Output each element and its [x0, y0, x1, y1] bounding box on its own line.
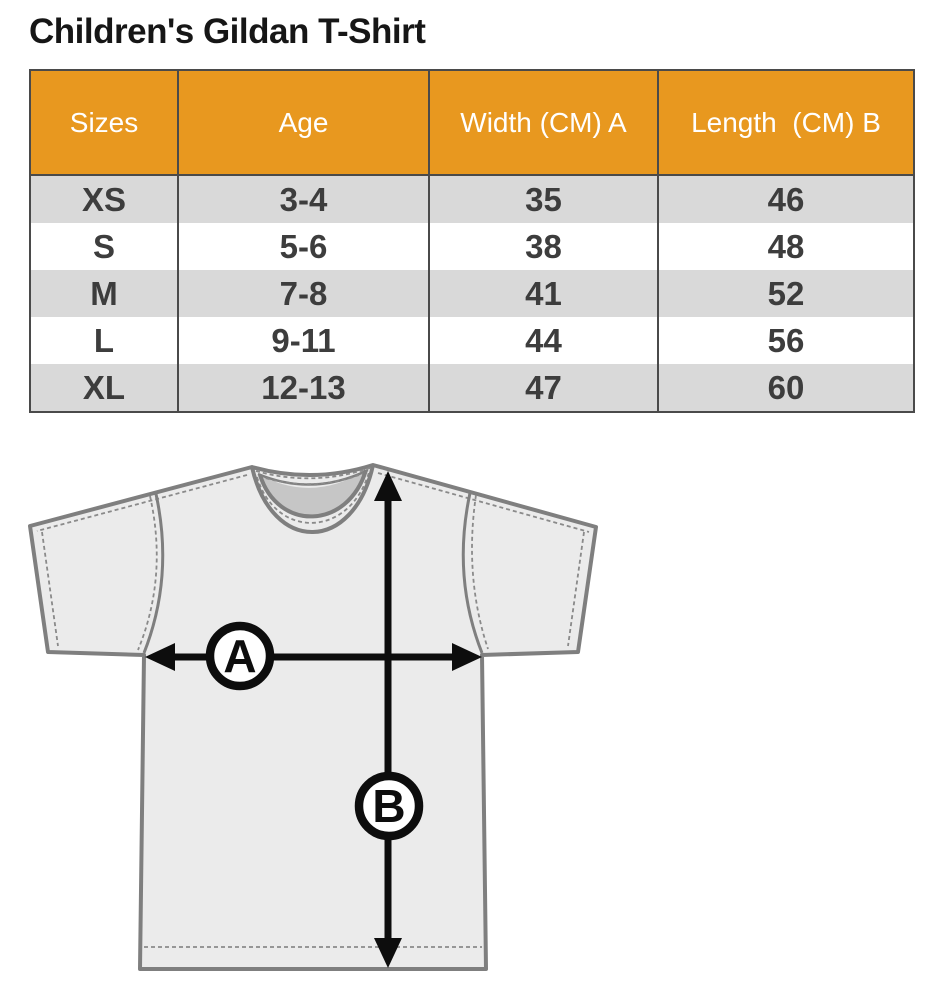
header-row	[30, 70, 914, 175]
width-cell: 35	[429, 175, 658, 223]
table-row-l	[30, 317, 914, 364]
age-cell: 12-13	[178, 364, 429, 412]
tshirt-silhouette	[30, 465, 596, 969]
size-table	[29, 69, 915, 413]
length-cell: 52	[658, 270, 914, 317]
table-row-xs	[30, 175, 914, 223]
width-cell: 38	[429, 223, 658, 270]
length-cell: 60	[658, 364, 914, 412]
column-header-age: Age	[178, 70, 429, 175]
width-cell: 41	[429, 270, 658, 317]
size-cell: M	[90, 274, 118, 312]
age-cell: 9-11	[178, 317, 429, 364]
age-cell: 7-8	[178, 270, 429, 317]
size-cell: S	[92, 227, 115, 265]
size-cell: XL	[82, 368, 126, 406]
table-row-xl	[30, 364, 914, 412]
length-cell: 46	[658, 175, 914, 223]
size-cell: XS	[81, 180, 127, 218]
width-cell: 44	[429, 317, 658, 364]
width-label: A	[223, 630, 257, 682]
size-table-header	[30, 70, 914, 175]
age-cell: 5-6	[178, 223, 429, 270]
tshirt-measurement-diagram	[20, 437, 640, 1007]
length-label: B	[372, 780, 406, 832]
length-cell: 56	[658, 317, 914, 364]
age-cell: 3-4	[178, 175, 429, 223]
table-row-m	[30, 270, 914, 317]
width-cell: 47	[429, 364, 658, 412]
page-title: Children's Gildan T-Shirt	[29, 12, 426, 51]
size-cell: L	[93, 321, 115, 359]
column-header-sizes: Sizes	[30, 70, 178, 175]
column-header-width: Width (CM) A	[429, 70, 658, 175]
length-cell: 48	[658, 223, 914, 270]
table-row-s	[30, 223, 914, 270]
column-header-length: Length (CM) B	[658, 70, 914, 175]
